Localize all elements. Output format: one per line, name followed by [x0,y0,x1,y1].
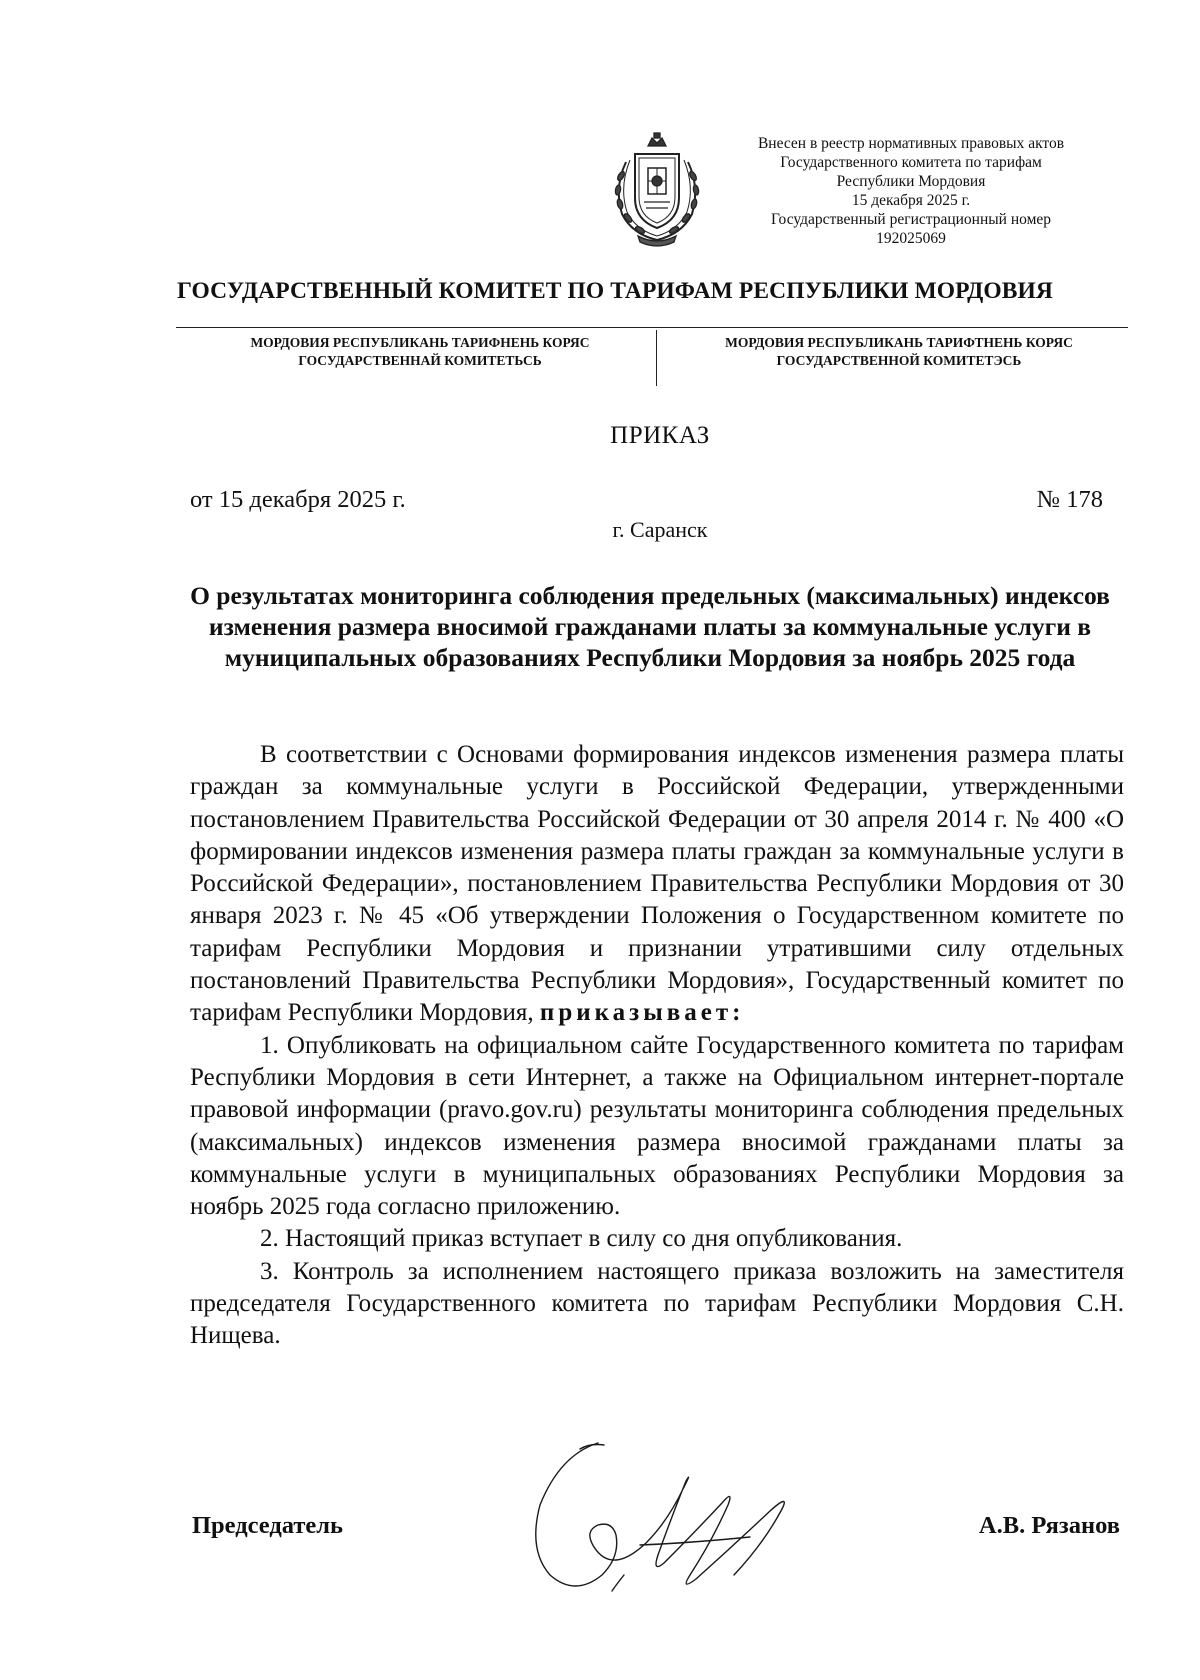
signature-icon [520,1425,840,1610]
preamble-paragraph [190,739,1124,1030]
document-date: от 15 декабря 2025 г. [190,486,406,513]
signer-position: Председатель [192,1512,343,1539]
registry-line: Внесен в реестр нормативных правовых актов [757,135,1065,152]
document-number: № 178 [1036,486,1103,513]
committee-moksha-line: ГОСУДАРСТВЕННАЙ КОМИТЕТЬСЬ [298,353,542,368]
signer-name: А.В. Рязанов [978,1512,1120,1539]
decree-word: приказывает: [539,999,745,1027]
document-city: г. Саранск [612,517,708,542]
document-type: ПРИКАЗ [610,422,710,449]
registry-line: Государственный регистрационный номер [770,211,1052,228]
registry-date: 15 декабря 2025 г. [851,192,971,209]
preamble-text: В соответствии с Основами формирования индексов изменения размера платы граждан за коммунальные услуги в Российской Федерации, утвержденными постановлением Правительства Российской Федерации от 30 апреля 2014 г. № 400 «О формировании индексов изменения размера платы граждан за коммунальные услуги в Российской Федерации», постановлением Правительства Республики Мордовия от 30 января 2023 г. № 45 «Об утверждении Положения о Государственном комитете по тарифам Республики Мордовия и признании утратившими силу отдельных постановлений Правительства Республики Мордовия», Государственный комитет по тарифам Республики Мордовия, [190,741,1124,1027]
header-column-divider [656,330,657,386]
document-body [190,739,1124,1353]
registry-line: Государственного комитета по тарифам [780,154,1042,171]
order-item: 1. Опубликовать на официальном сайте Государственного комитета по тарифам Республики Мордовия в сети Интернет, а также на Официальном интернет-портале правовой информации (pravo.gov.ru) результаты мониторинга соблюдения предельных (максимальных) индексов изменения размера вносимой гражданами платы за коммунальные услуги в муниципальных образованиях Республики Мордовия за ноябрь 2025 года согласно приложению. [190,1031,1124,1221]
committee-name-ru: ГОСУДАРСТВЕННЫЙ КОМИТЕТ ПО ТАРИФАМ РЕСПУБЛИКИ МОРДОВИЯ [177,278,1053,304]
registry-number: 192025069 [876,230,946,247]
registry-line: Республики Мордовия [836,173,986,190]
coat-of-arms-icon [608,132,706,250]
committee-name-erzya [664,334,1134,370]
committee-moksha-line: МОРДОВИЯ РЕСПУБЛИКАНЬ ТАРИФНЕНЬ КОРЯС [250,335,590,350]
header-divider [176,327,1128,328]
order-item: 2. Настоящий приказ вступает в силу со дня опубликования. [260,1225,903,1253]
committee-erzya-line: ГОСУДАРСТВЕННОЙ КОМИТЕТЭСЬ [776,353,1022,368]
committee-erzya-line: МОРДОВИЯ РЕСПУБЛИКАНЬ ТАРИФТНЕНЬ КОРЯС [725,335,1073,350]
registry-note [736,134,1086,248]
committee-name-moksha [190,334,650,370]
document-title: О результатах мониторинга соблюдения предельных (максимальных) индексов изменения размера вносимой гражданами платы за коммунальные услуги в муниципальных образованиях Республики Мордовия за ноябрь 2025 года [190,581,1110,672]
order-item: 3. Контроль за исполнением настоящего приказа возложить на заместителя председателя Государственного комитета по тарифам Республики Мордовия С.Н. Нищева. [190,1257,1124,1350]
